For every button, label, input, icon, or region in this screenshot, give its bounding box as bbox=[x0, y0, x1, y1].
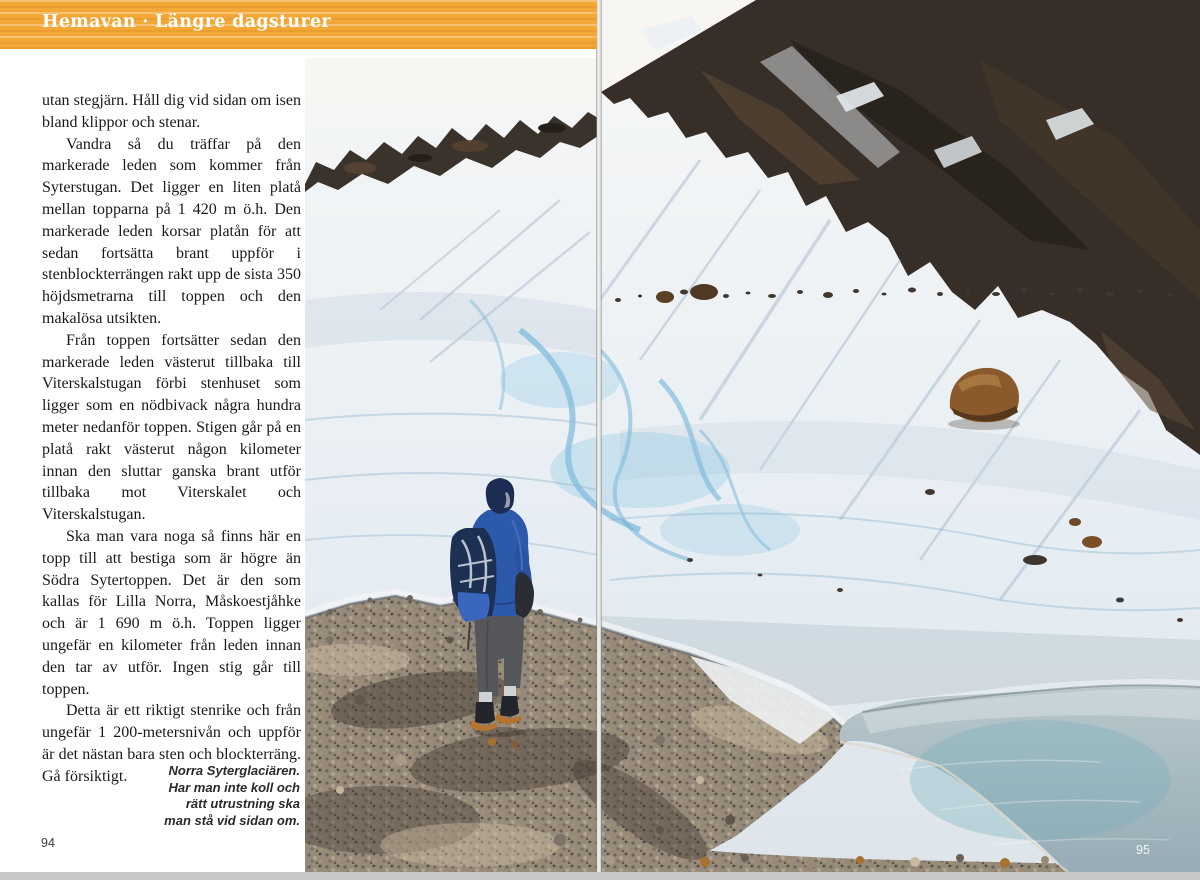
paragraph: utan stegjärn. Håll dig vid sidan om isen bland klippor och stenar. bbox=[42, 92, 301, 131]
paragraph: Detta är ett riktigt stenrike och från ungefär 1 200-metersnivån och uppför är det nästan bara sten och blockterräng. Gå försiktigt. bbox=[42, 702, 301, 785]
sky bbox=[305, 58, 598, 102]
paragraph: Vandra så du träffar på den markerade leden som kommer från Syterstugan. Det ligger en liten platå mellan topparna på 1 420 m ö.h. Den markerade leden korsar platån för att sedan fortsätta brant uppför i stenblockterrängen rakt upp de sista 350 höjdsmetrarna till toppen och den makalösa utsikten. bbox=[42, 135, 301, 327]
page-bottom-edge bbox=[0, 872, 1200, 880]
caption-line: Norra Syterglaciären. bbox=[168, 763, 300, 778]
paragraph: Från toppen fortsätter sedan den markerade leden västerut tillbaka till Viterskalstugan förbi stenhuset som ligger som en nödbivack några hundra meter nedanför toppen. Stigen går på en platå rakt västerut någon kilometer innan den sluttar ganska brant utför tillbaka mot Viterskalet och Viterskalstugan. bbox=[42, 331, 301, 524]
page-number-right: 95 bbox=[1136, 843, 1150, 857]
caption-line: rätt utrustning ska bbox=[185, 796, 300, 811]
caption-line: man stå vid sidan om. bbox=[164, 812, 300, 828]
book-gutter bbox=[596, 0, 602, 872]
section-title: Hemavan · Längre dagsturer bbox=[42, 12, 331, 32]
caption-line: Har man inte koll och bbox=[168, 779, 300, 795]
page-number-left: 94 bbox=[41, 836, 55, 850]
paragraph: Ska man vara noga så finns här en topp till att bestiga som är högre än Södra Sytertoppen. Det är den som kallas för Lilla Norra, Måskoestjåhke och är 1 690 m ö.h. Toppen ligger ungefär en kilometer från leden innan den tar av utför. Ingen stig går till toppen. bbox=[42, 527, 301, 698]
